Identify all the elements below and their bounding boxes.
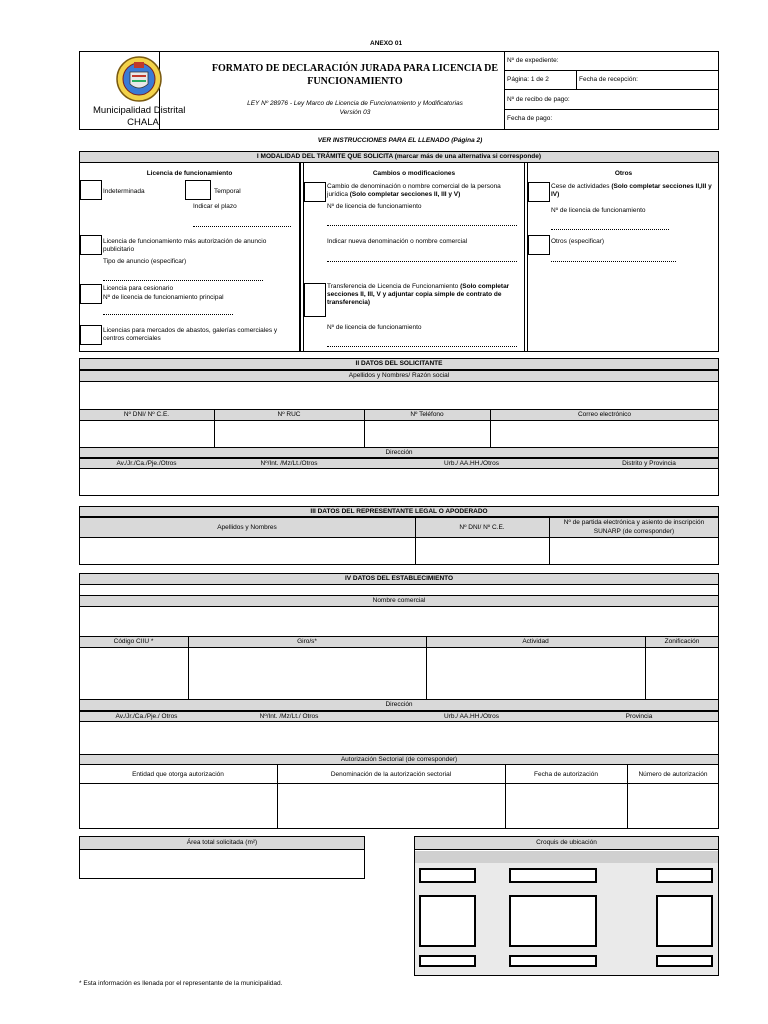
checkbox-temporal[interactable] <box>185 180 211 200</box>
checkbox-transferencia[interactable] <box>304 283 326 317</box>
sketch-block <box>419 895 476 947</box>
applicant-name-label: Apellidos y Nombres/ Razón social <box>348 372 450 379</box>
sunarp-input[interactable] <box>550 538 718 564</box>
phone-input[interactable] <box>365 421 490 448</box>
sketch-block <box>419 868 476 883</box>
estab-number-label: Nº/Int. /Mz/Lt./ Otros <box>259 713 319 720</box>
label-nro-principal: Nº de licencia de funcionamiento principal <box>103 294 224 301</box>
email-input[interactable] <box>491 421 718 448</box>
page-indicator: Página: 1 de 2 <box>507 76 549 83</box>
sketch-block <box>656 895 713 947</box>
giro-input[interactable] <box>189 648 426 700</box>
receipt-number-field[interactable]: Nº de recibo de pago: <box>507 96 570 103</box>
address-label: Dirección <box>385 449 413 456</box>
nro-licencia-cambio-input[interactable] <box>327 225 517 226</box>
instructions-link[interactable]: VER INSTRUCCIONES PARA EL LLENADO (Página 2) <box>317 137 483 144</box>
estab-address-label: Dirección <box>385 701 413 708</box>
nro-licencia-cese-input[interactable] <box>551 229 669 230</box>
checkbox-cese[interactable] <box>528 182 550 202</box>
sketch-block <box>509 955 597 967</box>
label-otros: Otros (especificar) <box>551 238 605 245</box>
sketch-block <box>509 895 597 947</box>
auth-date-input[interactable] <box>506 784 627 828</box>
label-nro-licencia-cambio: Nº de licencia de funcionamiento <box>327 203 422 210</box>
ruc-label: Nº RUC <box>277 411 301 418</box>
checkbox-anuncio[interactable] <box>80 235 102 255</box>
plazo-input[interactable] <box>193 226 291 227</box>
section2-title: II DATOS DEL SOLICITANTE <box>355 360 443 367</box>
label-cambio-denominacion: Cambio de denominación o nombre comercial de la persona jurídica (Solo completar secciones II, III y V) <box>327 183 501 198</box>
section1-title: I MODALIDAD DEL TRÁMITE QUE SOLICITA (marcar más de una alternativa si corresponde) <box>256 153 542 160</box>
checkbox-otros[interactable] <box>528 235 550 255</box>
zoning-input[interactable] <box>646 648 718 700</box>
trade-name-label: Nombre comercial <box>372 597 426 604</box>
applicant-address-input[interactable] <box>80 469 718 495</box>
rep-name-input[interactable] <box>80 538 415 564</box>
urb-label: Urb./ AA.HH./Otros <box>444 460 499 467</box>
auth-number-label: Número de autorización <box>638 771 708 778</box>
otros-input[interactable] <box>551 261 676 262</box>
croquis-label: Croquis de ubicación <box>536 839 597 846</box>
dni-input[interactable] <box>80 421 214 448</box>
giro-label: Giro/s* <box>297 638 317 645</box>
checkbox-mercados[interactable] <box>80 325 102 345</box>
municipality-name: Municipalidad Distrital <box>93 105 186 116</box>
form-title: FORMATO DE DECLARACIÓN JURADA PARA LICENCIA DE FUNCIONAMIENTO <box>211 63 499 87</box>
street-label: Av./Jr./Ca./Pje./Otros <box>116 460 177 467</box>
sketch-block <box>509 868 597 883</box>
sunarp-label: Nº de partida electrónica y asiento de inscripción SUNARP (de corresponder) <box>563 519 705 535</box>
payment-date-field[interactable]: Fecha de pago: <box>507 115 553 122</box>
checkbox-indeterminada[interactable] <box>80 180 102 200</box>
area-input[interactable] <box>80 850 364 878</box>
section4-title: IV DATOS DEL ESTABLECIMIENTO <box>344 575 454 582</box>
dni-label: Nº DNI/ Nº C.E. <box>123 411 170 418</box>
col-licencia-title: Licencia de funcionamiento <box>146 170 233 177</box>
checkbox-cambio-denominacion[interactable] <box>304 182 326 202</box>
nro-licencia-transferencia-input[interactable] <box>327 346 517 347</box>
estab-urb-label: Urb./ AA.HH./Otros <box>444 713 499 720</box>
checkbox-cesionario[interactable] <box>80 284 102 304</box>
zoning-label: Zonificación <box>664 638 700 645</box>
sketch-block <box>656 868 713 883</box>
label-cese: Cese de actividades (Solo completar secciones II,III y IV) <box>551 183 712 198</box>
estab-address-input[interactable] <box>80 722 718 754</box>
ciiu-input[interactable] <box>80 648 188 700</box>
label-transferencia: Transferencia de Licencia de Funcionamiento (Solo completar secciones II, III, V y adjuntar copia simple de contrato de transferencia) <box>327 283 510 306</box>
annex-label: ANEXO 01 <box>370 40 403 47</box>
expediente-field[interactable]: Nº de expediente: <box>507 57 559 64</box>
label-anuncio: Licencia de funcionamiento más autorización de anuncio publicitario <box>103 238 267 253</box>
trade-name-input[interactable] <box>80 607 718 636</box>
section3-title: III DATOS DEL REPRESENTANTE LEGAL O APODERADO <box>310 508 488 515</box>
label-mercados: Licencias para mercados de abastos, galerías comerciales y centros comerciales <box>103 327 278 342</box>
nro-principal-input[interactable] <box>103 314 233 315</box>
label-tipo-anuncio: Tipo de anuncio (especificar) <box>103 258 187 265</box>
label-nro-licencia-transferencia: Nº de licencia de funcionamiento <box>327 324 422 331</box>
estab-street-label: Av./Jr./Ca./Pje./ Otros <box>115 713 178 720</box>
sketch-block <box>656 955 713 967</box>
label-nro-licencia-cese: Nº de licencia de funcionamiento <box>551 207 646 214</box>
entity-label: Entidad que otorga autorización <box>132 771 224 778</box>
rep-dni-label: Nº DNI/ Nº C.E. <box>459 524 505 531</box>
number-label: Nº/Int. /Mz/Lt./Otros <box>260 460 318 467</box>
law-reference: LEY Nº 28976 - Ley Marco de Licencia de Funcionamiento y Modificatorias <box>247 100 463 107</box>
reception-date-field[interactable]: Fecha de recepción: <box>579 76 638 83</box>
activity-input[interactable] <box>427 648 645 700</box>
label-indeterminada: Indeterminada <box>103 188 145 195</box>
label-nueva-denominacion: Indicar nueva denominación o nombre comercial <box>327 238 468 245</box>
footnote: * Esta información es llenada por el representante de la municipalidad. <box>79 980 283 987</box>
phone-label: Nº Teléfono <box>410 411 444 418</box>
district-label: Distrito y Provincia <box>622 460 676 467</box>
auth-date-label: Fecha de autorización <box>534 771 598 778</box>
nueva-denominacion-input[interactable] <box>327 261 517 262</box>
municipality-city: CHALA <box>127 117 159 128</box>
sketch-block <box>419 955 476 967</box>
tipo-anuncio-input[interactable] <box>103 280 263 281</box>
col-cambios-title: Cambios o modificaciones <box>372 170 456 177</box>
label-cesionario: Licencia para cesionario <box>103 285 174 292</box>
ruc-input[interactable] <box>215 421 364 448</box>
applicant-name-input[interactable] <box>80 382 718 409</box>
email-label: Correo electrónico <box>577 411 632 418</box>
label-plazo: Indicar el plazo <box>193 203 237 210</box>
estab-province-label: Provincia <box>625 713 653 720</box>
rep-name-label: Apellidos y Nombres <box>217 524 277 531</box>
col-otros-title: Otros <box>614 170 633 177</box>
entity-input[interactable] <box>80 784 277 828</box>
sector-auth-label: Autorización Sectorial (de corresponder) <box>340 756 458 763</box>
label-temporal: Temporal <box>214 188 241 195</box>
form-version: Versión 03 <box>339 109 371 116</box>
denomination-input[interactable] <box>278 784 505 828</box>
denomination-label: Denominación de la autorización sectorial <box>330 771 452 778</box>
area-label: Área total solicitada (m²) <box>186 839 258 846</box>
activity-label: Actividad <box>522 638 549 645</box>
rep-dni-input[interactable] <box>416 538 549 564</box>
auth-number-input[interactable] <box>628 784 718 828</box>
municipal-seal-icon <box>106 54 172 104</box>
ciiu-label: Código CIIU * <box>113 638 154 645</box>
